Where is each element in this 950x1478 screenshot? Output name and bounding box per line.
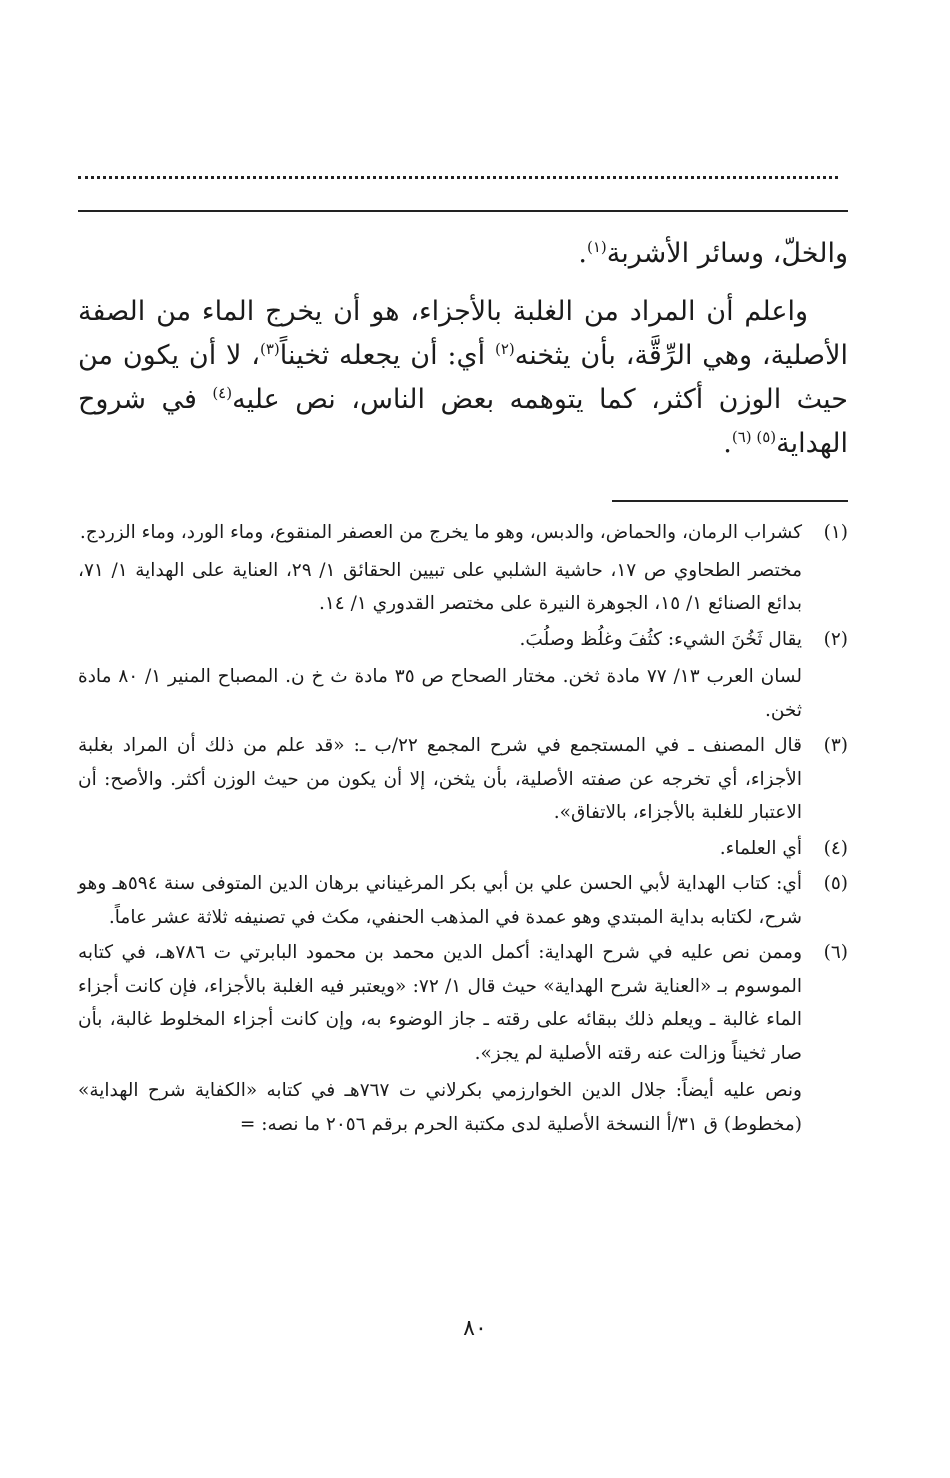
footnote-text: وممن نص عليه في شرح الهداية: أكمل الدين محمد بن محمود البابرتي ت ٧٨٦هـ، في كتابه الموسوم بـ «العناية شرح الهداية» حيث قال ١/ ٧٢: «ويعتبر فيه الغلبة بالأجزاء، فإن كانت أجزاء الماء غالبة ـ ويعلم ذلك ببقائه على رقته ـ جاز الوضوء به، وإن كانت أجزاء المخلوط غالبة، بأن صار ثخيناً وزالت عنه رقته الأصلية لم يجز». (78, 942, 802, 1064)
footnote-body (78, 729, 802, 830)
main-text-span: والخلّ، وسائر الأشربة (606, 238, 848, 269)
footnote-text: أي: كتاب الهداية لأبي الحسن علي بن أبي بكر المرغيناني برهان الدين المتوفى سنة ٥٩٤هـ وهو شرح، لكتابه بداية المبتدي وهو عمدة في المذهب الحنفي، مكث في تصنيفه ثلاثة عشر عاماً. (78, 873, 802, 928)
footnote (78, 832, 848, 866)
footnote-text: كشراب الرمان، والحماض، والدبس، وهو ما يخرج من العصفر المنقوع، وماء الورد، وماء الزردج. (79, 522, 802, 543)
main-text-span: . (723, 428, 732, 459)
main-paragraph (78, 290, 848, 466)
footnote-text: قال المصنف ـ في المستجمع في شرح المجمع ٢٢/ب ـ: «قد علم من ذلك أن المراد بغلبة الأجزاء، أي تخرجه عن صفته الأصلية، بأن يثخن، إلا أن يكون من حيث الوزن أكثر. والأصح: أن الاعتبار للغلبة بالأجزاء، بالاتفاق». (78, 735, 803, 823)
footnote-body (78, 832, 802, 866)
page-number: ٨٠ (463, 1316, 487, 1341)
header-rule (78, 210, 848, 212)
footnote (78, 623, 848, 728)
dotted-separator (78, 176, 838, 179)
footnote-ref[interactable]: (٤) (212, 384, 233, 402)
footnote-body (78, 623, 802, 728)
footnote-text: يقال ثَخُنَ الشيء: كثُفَ وغلُظ وصلُبَ. (519, 628, 802, 650)
footnote-text: لسان العرب ١٣/ ٧٧ مادة ثخن. مختار الصحاح ص ٣٥ مادة ث خ ن. المصباح المنير ١/ ٨٠ مادة ثخن. (78, 666, 802, 721)
footnote-number: (٤) (823, 837, 848, 859)
main-text-span: واعلم أن المراد من الغلبة بالأجزاء، هو أن يخرج الماء من الصفة الأصلية، وهي الرِّقَّة، بأن يثخنه (78, 296, 848, 371)
footnote-number: (٣) (823, 735, 848, 756)
footnote-ref[interactable]: (١) (586, 238, 607, 256)
footnote-ref[interactable]: (٥) (٦) (731, 428, 777, 446)
footnote-ref[interactable]: (٣) (259, 340, 280, 358)
footnotes (78, 516, 848, 1143)
footnote (78, 729, 848, 830)
main-text-span: أي: أن يجعله ثخيناً (279, 340, 495, 371)
footnote-number: (٦) (823, 942, 848, 963)
footnote-body (78, 516, 802, 621)
footnote-text: أي العلماء. (719, 837, 802, 859)
main-text-span: ، لا أن يكون من حيث الوزن أكثر، كما يتوهمه بعض الناس، نص عليه (78, 340, 848, 415)
footnote-body (78, 936, 802, 1141)
footnote (78, 516, 848, 621)
footnote (78, 867, 848, 934)
footnote-ref[interactable]: (٢) (495, 340, 515, 358)
footnote-body (78, 867, 802, 934)
main-text-line (78, 232, 848, 276)
footnote-text: ونص عليه أيضاً: جلال الدين الخوارزمي بكرلاني ت ٧٦٧هـ في كتابه «الكفاية شرح الهداية» (مخطوط) ق ٣١/أ النسخة الأصلية لدى مكتبة الحرم برقم ٢٠٥٦ ما نصه: = (78, 1080, 802, 1135)
footnote-text: مختصر الطحاوي ص ١٧، حاشية الشلبي على تبيين الحقائق ١/ ٢٩، العناية على الهداية ١/ ٧١، بدائع الصنائع ١/ ١٥، الجوهرة النيرة على مختصر القدوري ١/ ١٤. (78, 559, 803, 614)
footnote-number: (٥) (823, 873, 848, 894)
footnote-number: (١) (823, 522, 848, 543)
footnote (78, 936, 848, 1141)
footnote-number: (٢) (823, 628, 848, 650)
main-text-span: . (578, 238, 587, 269)
main-text-span: في شروح الهداية (78, 384, 848, 459)
footnote-rule (612, 500, 848, 502)
main-text (78, 232, 848, 466)
